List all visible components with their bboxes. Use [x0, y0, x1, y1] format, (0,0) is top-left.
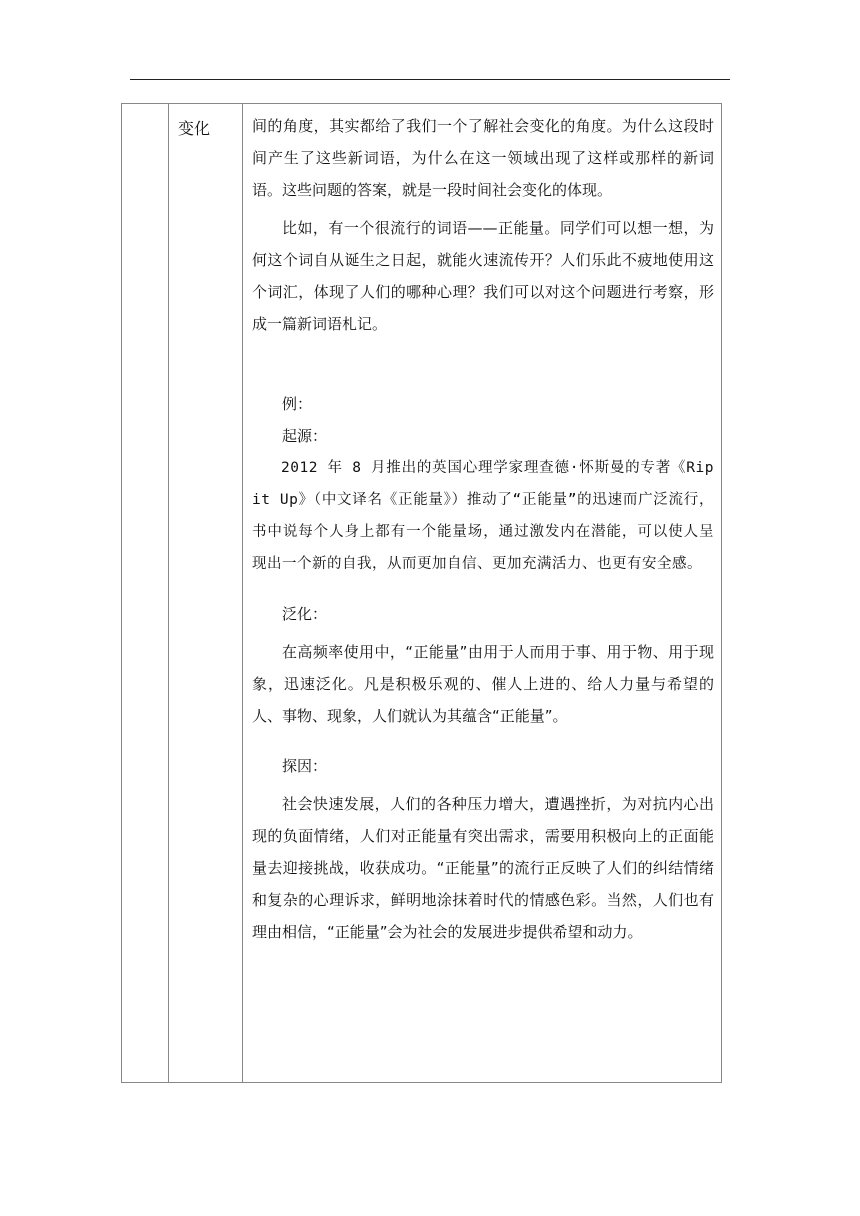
column-divider-2 [242, 104, 243, 1082]
content-cell [252, 110, 714, 948]
column-divider-1 [168, 104, 169, 1082]
category-label: 变化 [178, 119, 211, 138]
origin-text: 2012 年 8 月推出的英国心理学家理查德·怀斯曼的专著《Rip it Up》（中文译名《正能量》）推动了“正能量”的迅速而广泛流行，书中说每个人身上都有一个能量场，通过激发内在潜能，可以使人呈现出一个新的自我，从而更加自信、更加充满活力、也更有安全感。 [252, 460, 714, 572]
header-rule [130, 79, 730, 80]
origin-label: 起源： [282, 427, 328, 445]
generalize-label: 泛化： [282, 605, 328, 623]
generalize-text: 在高频率使用中，“正能量”由用于人而用于事、用于物、用于现象，迅速泛化。凡是积极乐观的、催人上进的、给人力量与希望的人、事物、现象，人们就认为其蕴含“正能量”。 [252, 643, 714, 725]
example-label: 例： [282, 395, 313, 413]
paragraph-intro: 间的角度，其实都给了我们一个了解社会变化的角度。为什么这段时间产生了这些新词语，为什么在这一领域出现了这样或那样的新词语。这些问题的答案，就是一段时间社会变化的体现。 [252, 117, 714, 199]
lesson-table [121, 103, 722, 1083]
cause-text: 社会快速发展，人们的各种压力增大，遭遇挫折，为对抗内心出现的负面情绪，人们对正能量有突出需求，需要用积极向上的正面能量去迎接挑战，收获成功。“正能量”的流行正反映了人们的纠结情绪和复杂的心理诉求，鲜明地涂抹着时代的情感色彩。当然，人们也有理由相信，“正能量”会为社会的发展进步提供希望和动力。 [252, 795, 714, 941]
cause-label: 探因： [282, 757, 328, 775]
paragraph-example-intro: 比如，有一个很流行的词语——正能量。同学们可以想一想，为何这个词自从诞生之日起，就能火速流传开？人们乐此不疲地使用这个词汇，体现了人们的哪种心理？我们可以对这个问题进行考察，形成一篇新词语札记。 [252, 219, 714, 333]
